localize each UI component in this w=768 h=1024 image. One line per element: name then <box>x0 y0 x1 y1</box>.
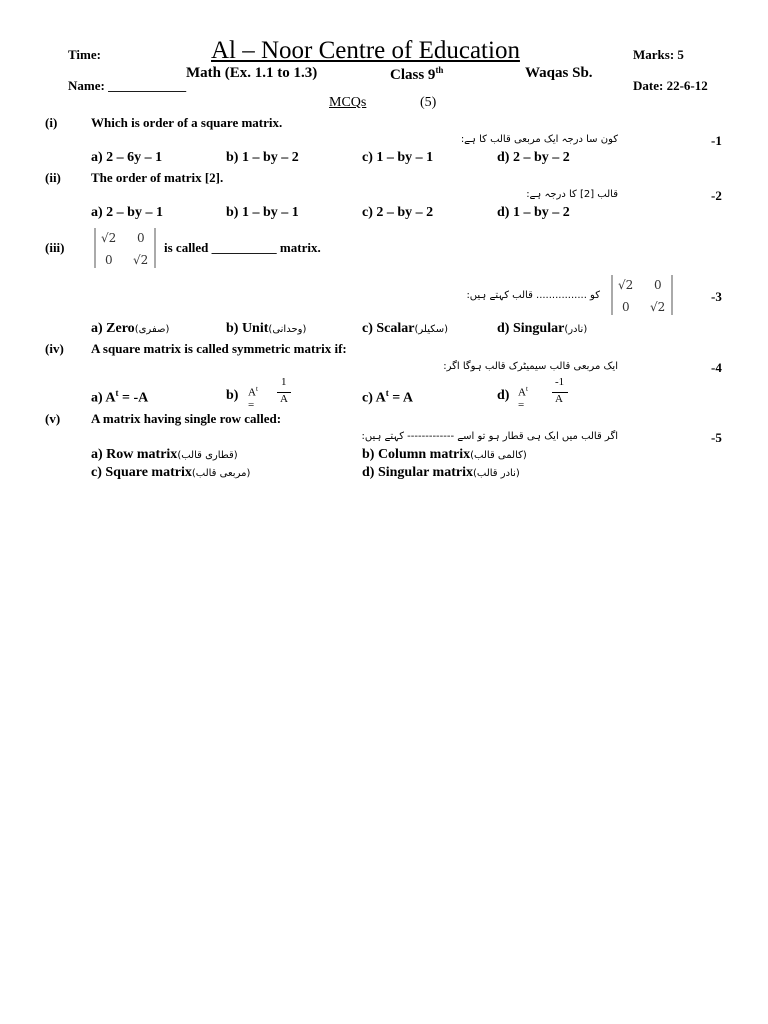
option-b: b) Column matrix(کالمی قالب) <box>362 447 527 462</box>
matrix-cell: 0 <box>137 231 145 245</box>
option-a: a) 2 – 6y – 1 <box>91 150 163 165</box>
section-title: MCQs <box>329 95 367 110</box>
name-field-label: Name: ____________ <box>68 78 187 93</box>
class-label: Class 9th <box>390 65 444 83</box>
matrix-sqrt2-urdu <box>610 274 674 316</box>
question-text: is called __________ matrix. <box>164 240 321 255</box>
question-text: A square matrix is called symmetric matrix if: <box>91 341 347 356</box>
question-number: (iii) <box>45 240 65 255</box>
question-text: A matrix having single row called: <box>91 411 282 426</box>
option-c: c) 2 – by – 2 <box>362 205 434 220</box>
date-label: Date: 22-6-12 <box>633 78 708 93</box>
question-urdu-number: -1 <box>711 133 722 148</box>
page-title: Al – Noor Centre of Education <box>211 37 520 64</box>
option-c: c) Square matrix(مربعی قالب) <box>91 465 251 480</box>
question-urdu-number: -3 <box>711 289 722 304</box>
option-c: c) $A^t = A$ <box>362 388 414 406</box>
option-a: a) $A^t = -A$ <box>91 388 149 406</box>
question-number: (i) <box>45 115 58 130</box>
matrix-cell: 0 <box>654 278 662 292</box>
option-a: a) Zero(صفری) <box>91 321 170 336</box>
question-urdu: قالب [2] کا درجہ ہے: <box>526 189 618 200</box>
question-urdu-number: -4 <box>711 360 722 375</box>
option-c: c) Scalar(سکیلر) <box>362 321 449 336</box>
question-number: (ii) <box>45 170 61 185</box>
section-count: (5) <box>420 95 437 110</box>
marks-label: Marks: 5 <box>633 47 684 62</box>
matrix-cell: √2 <box>133 253 149 267</box>
option-d: d) Singular(نادر) <box>497 321 588 336</box>
question-urdu: ایک مربعی قالب سیمیٹرک قالب ہوگا اگر: <box>443 361 618 372</box>
question-urdu-number: -2 <box>711 188 722 203</box>
option-a: a) 2 – by – 1 <box>91 205 163 220</box>
teacher-label: Waqas Sb. <box>525 65 593 81</box>
option-b: b) 1 – by – 1 <box>226 205 299 220</box>
question-number: (iv) <box>45 341 64 356</box>
question-text: The order of matrix [2]. <box>91 170 224 185</box>
matrix-cell: √2 <box>650 300 666 314</box>
option-d: d) <box>497 388 510 403</box>
option-b: b) <box>226 388 239 403</box>
question-urdu: کو ................ قالب کہتے ہیں: <box>466 290 600 301</box>
matrix-cell: √2 <box>101 231 117 245</box>
question-urdu-number: -5 <box>711 430 722 445</box>
time-label: Time: <box>68 47 101 62</box>
matrix-sqrt2 <box>93 227 157 269</box>
question-number: (v) <box>45 411 61 426</box>
option-b: b) 1 – by – 2 <box>226 150 299 165</box>
question-urdu: اگر قالب میں ایک ہی قطار ہو تو اسے ------------- کہتے ہیں: <box>361 431 618 442</box>
subject-label: Math (Ex. 1.1 to 1.3) <box>186 65 318 81</box>
option-d: d) 2 – by – 2 <box>497 150 570 165</box>
class-superscript: th <box>435 65 444 75</box>
question-urdu: کون سا درجہ ایک مربعی قالب کا ہے: <box>460 134 618 145</box>
option-a: a) Row matrix(قطاری قالب) <box>91 447 238 462</box>
option-d: d) 1 – by – 2 <box>497 205 570 220</box>
question-text: Which is order of a square matrix. <box>91 115 283 130</box>
option-b: b) Unit(وحدانی) <box>226 321 307 336</box>
option-c: c) 1 – by – 1 <box>362 150 434 165</box>
option-d: d) Singular matrix(نادر قالب) <box>362 465 520 480</box>
matrix-cell: 0 <box>105 253 113 267</box>
matrix-cell: 0 <box>622 300 630 314</box>
matrix-cell: √2 <box>618 278 634 292</box>
